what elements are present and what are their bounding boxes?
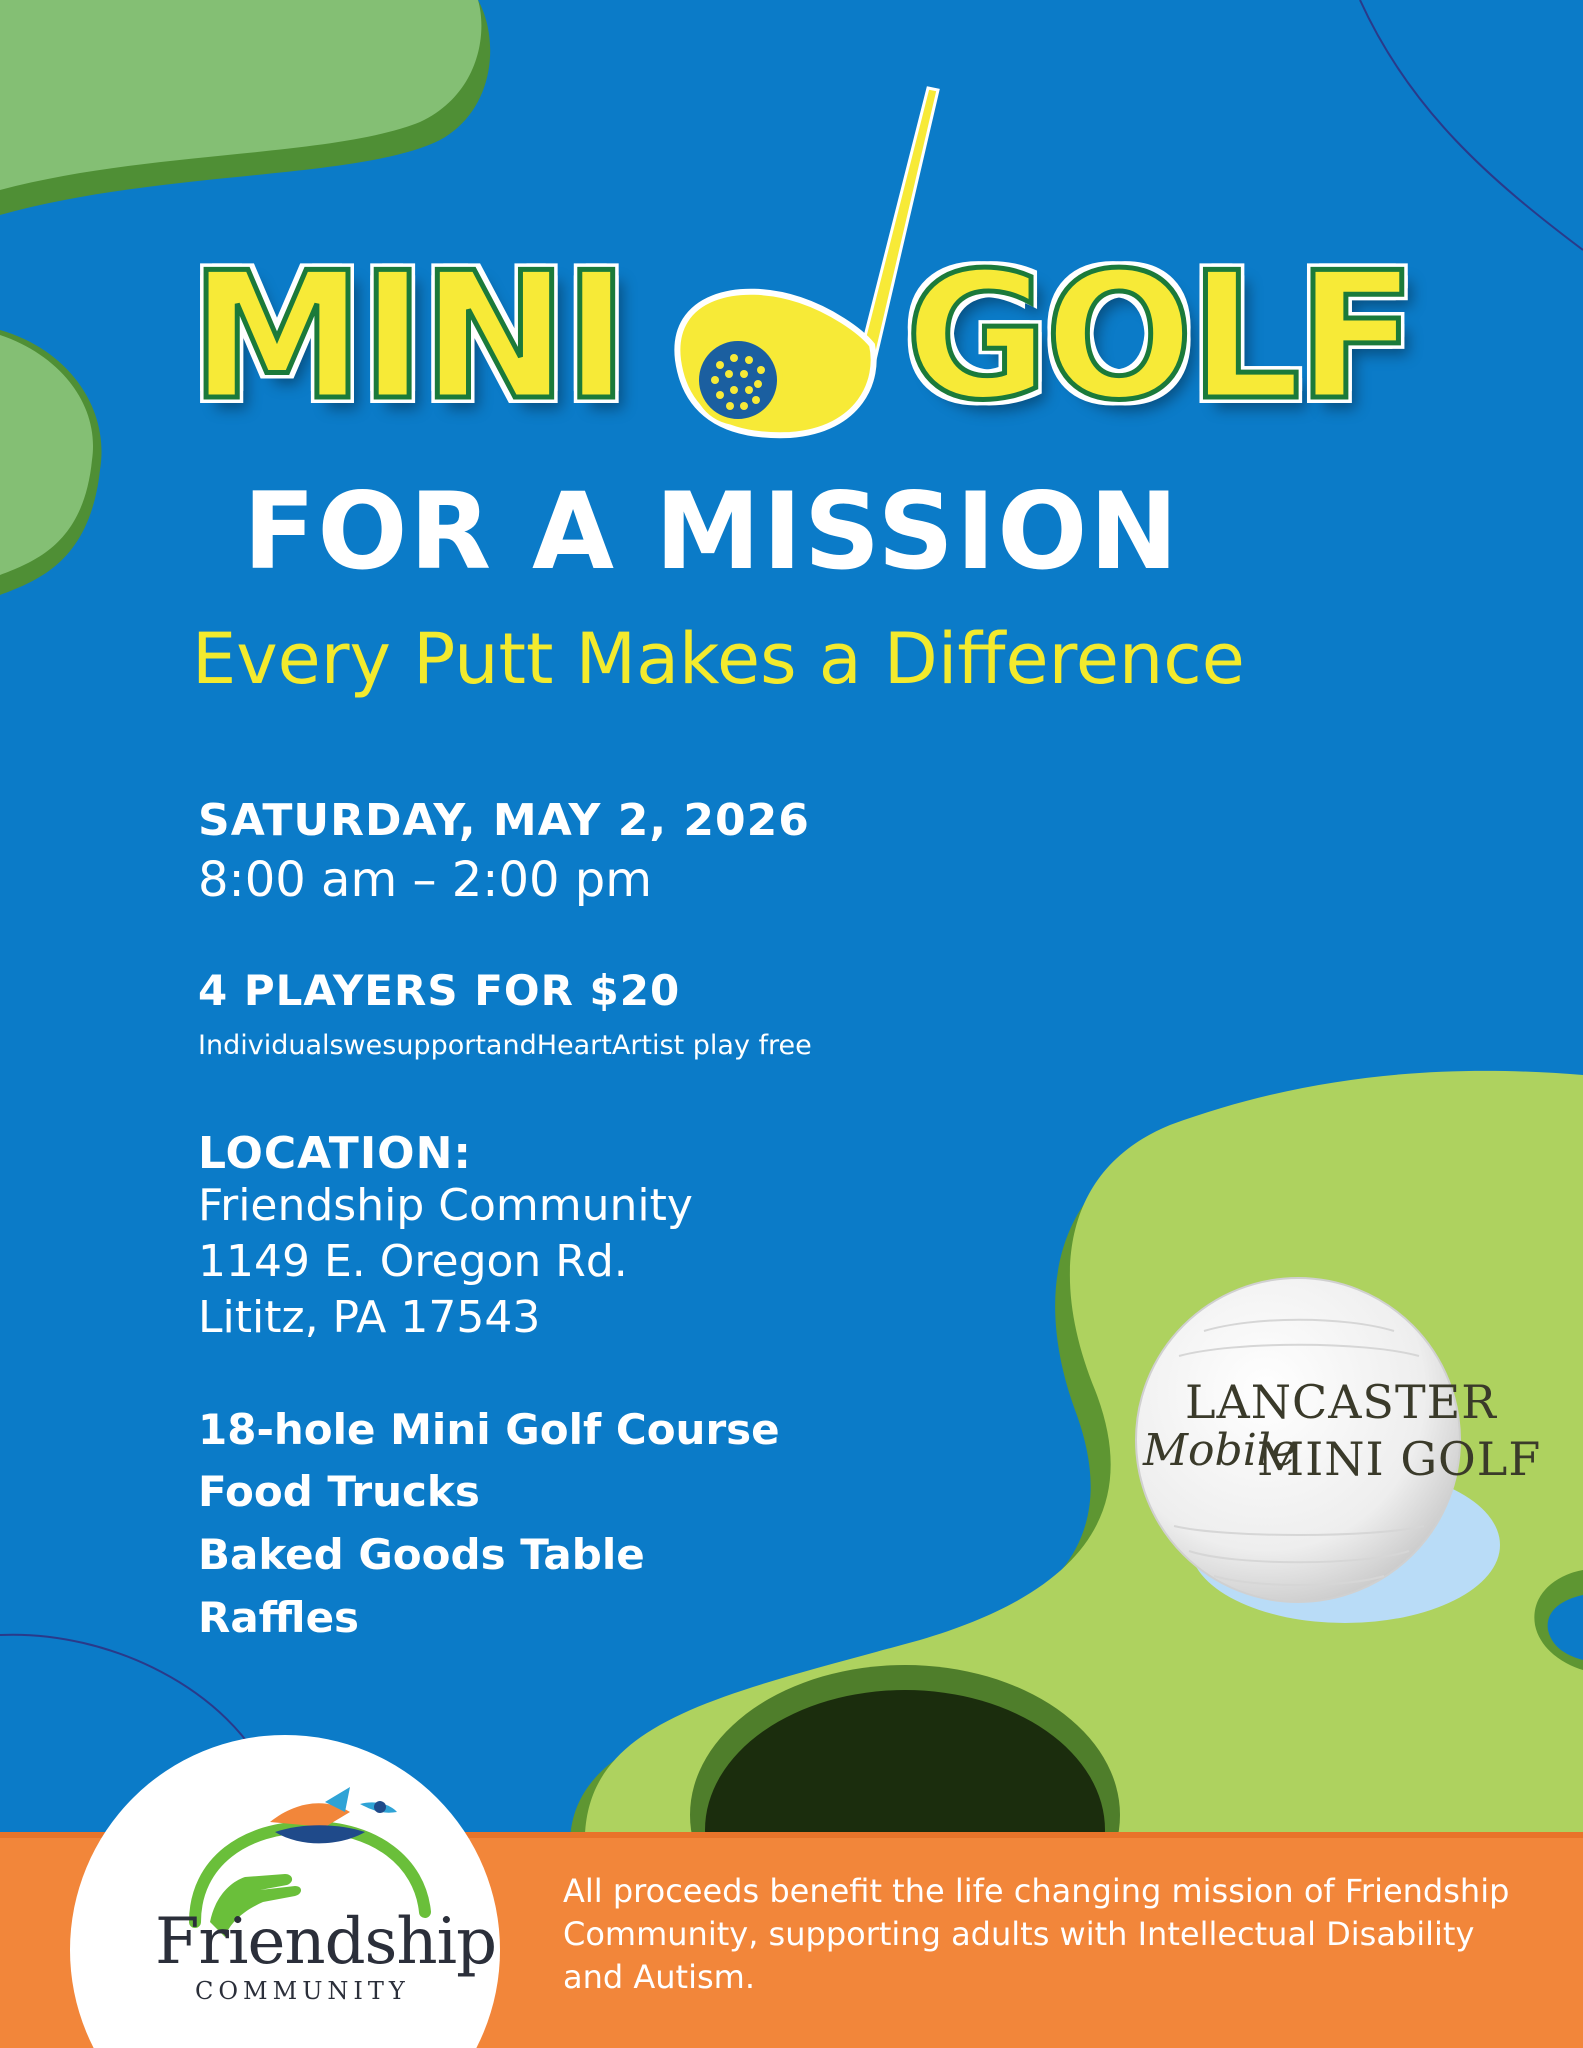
tagline: Every Putt Makes a Difference bbox=[192, 618, 1245, 700]
arc-top-right bbox=[1360, 0, 1583, 250]
subtitle: FOR A MISSION bbox=[243, 470, 1181, 593]
footer-text: All proceeds benefit the life changing mission of Friendship Community, supporting adults with Intellectual Disability and Autism. bbox=[563, 1872, 1510, 1996]
feature-item: Food Trucks bbox=[198, 1467, 480, 1516]
location-street: 1149 E. Oregon Rd. bbox=[198, 1236, 628, 1287]
feature-item: Raffles bbox=[198, 1593, 360, 1642]
org-logo-name: Friendship bbox=[155, 1905, 497, 1979]
golf-ball-icon bbox=[696, 338, 780, 422]
friendship-bird-icon bbox=[270, 1787, 397, 1843]
title-mini: MINI bbox=[190, 236, 625, 439]
feature-item: Baked Goods Table bbox=[198, 1530, 645, 1579]
green-blob-left bbox=[0, 335, 93, 575]
golf-club-icon bbox=[660, 80, 980, 450]
event-time: 8:00 am – 2:00 pm bbox=[198, 852, 653, 908]
pricing-note: IndividualswesupportandHeartArtist play free bbox=[198, 1030, 812, 1061]
location-city: Lititz, PA 17543 bbox=[198, 1292, 541, 1343]
sponsor-script: Mobile bbox=[1143, 1425, 1297, 1476]
sponsor-line-1: LANCASTER bbox=[1185, 1375, 1497, 1429]
location-name: Friendship Community bbox=[198, 1180, 693, 1231]
feature-item: 18-hole Mini Golf Course bbox=[198, 1405, 780, 1454]
org-logo-sub: COMMUNITY bbox=[195, 1977, 410, 2005]
event-date: SATURDAY, MAY 2, 2026 bbox=[198, 795, 810, 846]
location-heading: LOCATION: bbox=[198, 1128, 473, 1179]
title-golf: GOLF bbox=[905, 236, 1413, 439]
pricing-headline: 4 PLAYERS FOR $20 bbox=[198, 966, 681, 1015]
sponsor-line-2: MINI GOLF bbox=[1257, 1432, 1542, 1486]
